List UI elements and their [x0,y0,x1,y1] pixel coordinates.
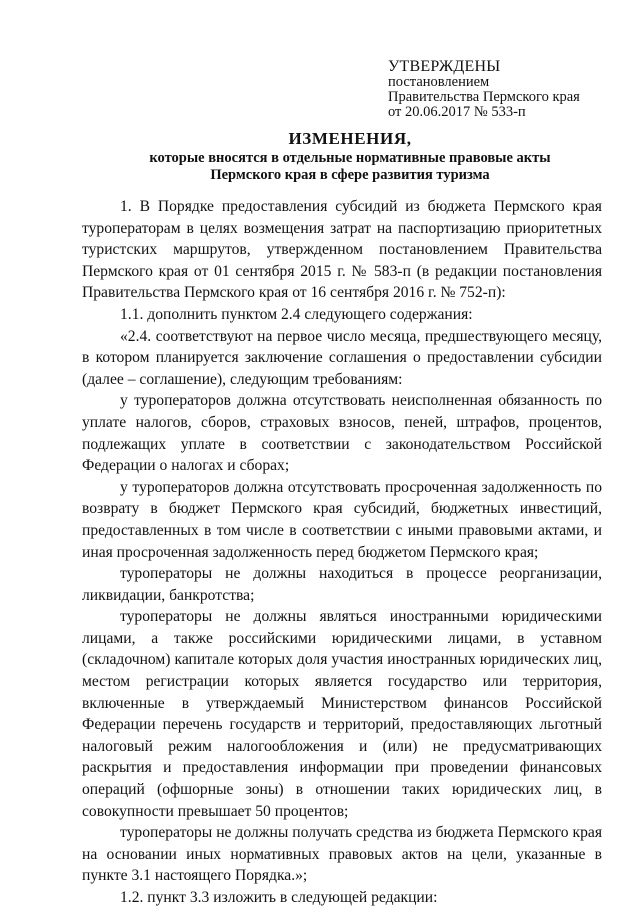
paragraph-2-4: «2.4. соответствуют на первое число месяца, предшествующего месяцу, в котором планируется заключение соглашения о предоставлении субсидии (далее – соглашение), следующим требованиям: [82,327,602,388]
document-body [82,196,602,909]
approval-line-government: Правительства Пермского края [388,89,580,105]
approval-stamp [388,58,628,120]
requirement-foreign-entities: туроператоры не должны являться иностранными юридическими лицами, а также российскими юридическими лицами, в уставном (складочном) капитале которых доля участия иностранных юридических лиц, местом регистрации которых является государство или территория, включенные в утверждаемый Министерством финансов Российской Федерации перечень государств и территорий, предоставляющих льготный налоговый режим налогообложения и (или) не предусматривающих раскрытия и предоставления информации при проведении финансовых операций (офшорные зоны) в отношении таких юридических лиц, в совокупности превышает 50 процентов; [82,608,602,820]
approval-title: УТВЕРЖДЕНЫ [388,58,501,75]
document-subtitle-line-1: которые вносятся в отдельные нормативные правовые акты [149,150,551,166]
document-heading [70,128,630,184]
paragraph-1-1: 1.1. дополнить пунктом 2.4 следующего содержания: [120,305,473,323]
paragraph-1-2: 1.2. пункт 3.3 изложить в следующей редакции: [120,889,438,906]
document-title: ИЗМЕНЕНИЯ, [288,129,412,148]
approval-line-resolution: постановлением [388,74,490,90]
requirement-taxes: у туроператоров должна отсутствовать неисполненная обязанность по уплате налогов, сборов, страховых взносов, пеней, штрафов, процентов, подлежащих уплате в соответствии с законодательством Российской Федерации о налогах и сборах; [82,392,602,475]
approval-line-date: от 20.06.2017 № 533-п [388,104,526,120]
document-subtitle-line-2: Пермского края в сфере развития туризма [210,167,490,183]
requirement-reorganization: туроператоры не должны находиться в процессе реорганизации, ликвидации, банкротства; [82,565,602,604]
requirement-debt: у туроператоров должна отсутствовать просроченная задолженность по возврату в бюджет Пермского края субсидий, бюджетных инвестиций, предоставленных в том числе в соответствии с иными правовыми актами, и иная просроченная задолженность перед бюджетом Пермского края; [82,478,602,561]
requirement-other-funding: туроператоры не должны получать средства из бюджета Пермского края на основании иных нормативных правовых актов на цели, указанные в пункте 3.1 настоящего Порядка.»; [82,824,602,885]
paragraph-1: 1. В Порядке предоставления субсидий из бюджета Пермского края туроператорам в целях возмещения затрат на паспортизацию приоритетных туристских маршрутов, утвержденном постановлением Правительства Пермского края от 01 сентября 2015 г. № 583-п (в редакции постановления Правительства Пермского края от 16 сентября 2016 г. № 752-п): [82,198,602,302]
